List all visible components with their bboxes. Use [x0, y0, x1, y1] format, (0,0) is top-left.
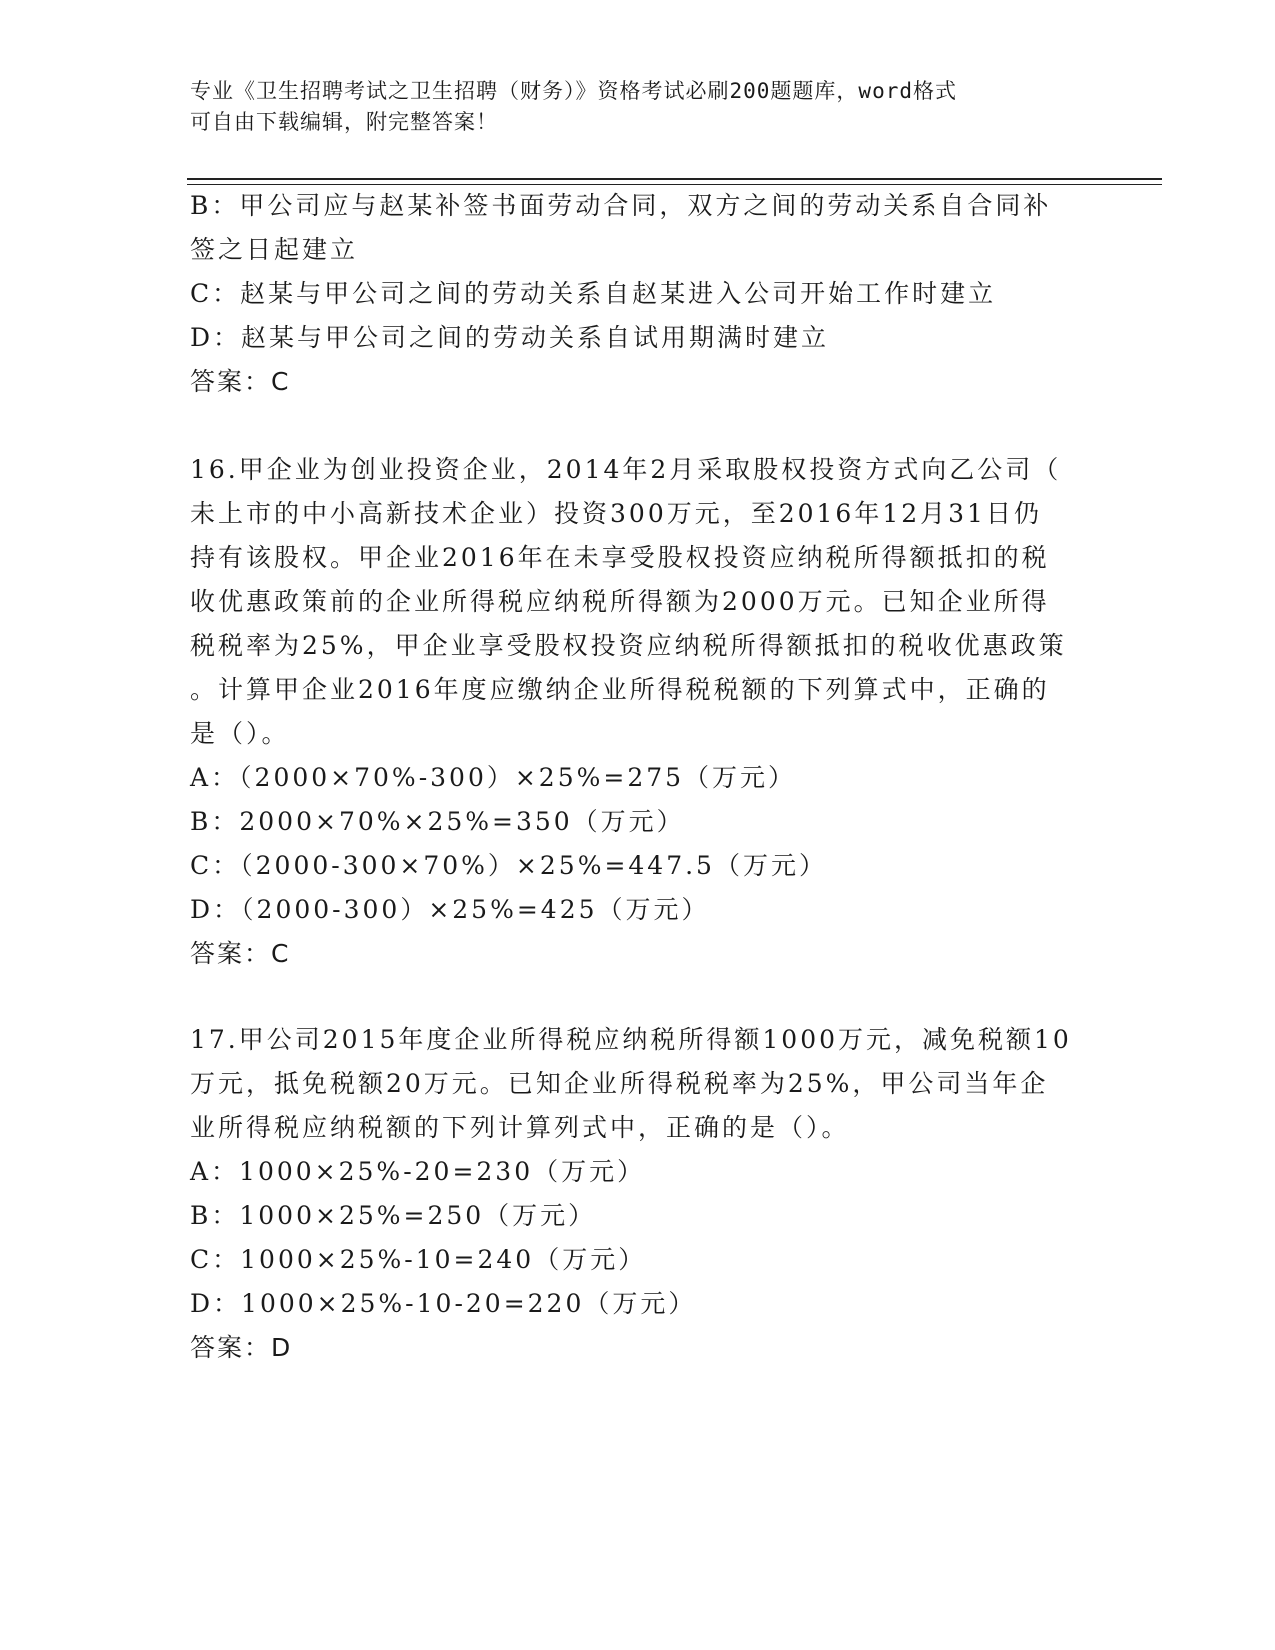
q15-option-c: C：赵某与甲公司之间的劳动关系自赵某进入公司开始工作时建立	[190, 279, 997, 308]
header-divider-thick	[187, 178, 1162, 180]
q17-stem-line-3: 业所得税应纳税额的下列计算列式中，正确的是（）。	[190, 1113, 850, 1142]
q16-option-b: B：2000×70%×25%=350（万元）	[190, 807, 685, 836]
q15-option-b-line-2: 签之日起建立	[190, 235, 359, 264]
q16-stem-line-2: 未上市的中小高新技术企业）投资300万元，至2016年12月31日仍	[190, 499, 1042, 528]
q16-stem-line-4: 收优惠政策前的企业所得税应纳税所得额为2000万元。已知企业所得	[190, 587, 1050, 616]
q16-stem-line-1: 16.甲企业为创业投资企业，2014年2月采取股权投资方式向乙公司（	[190, 455, 1062, 484]
q16-option-d: D：（2000-300）×25%=425（万元）	[190, 895, 710, 924]
q16-stem-line-3: 持有该股权。甲企业2016年在未享受股权投资应纳税所得额抵扣的税	[190, 543, 1050, 572]
q17-stem-line-2: 万元，抵免税额20万元。已知企业所得税税率为25%，甲公司当年企	[190, 1069, 1049, 1098]
q15-option-d: D：赵某与甲公司之间的劳动关系自试用期满时建立	[190, 323, 830, 352]
q16-answer: 答案：C	[190, 939, 291, 968]
q16-stem-line-7: 是（）。	[190, 719, 290, 748]
q16-option-a: A：（2000×70%-300）×25%=275（万元）	[190, 763, 797, 792]
q17-answer: 答案：D	[190, 1333, 293, 1362]
q17-option-b: B：1000×25%=250（万元）	[190, 1201, 597, 1230]
q16-option-c: C：（2000-300×70%）×25%=447.5（万元）	[190, 851, 827, 880]
q17-option-d: D：1000×25%-10-20=220（万元）	[190, 1289, 697, 1318]
q16-stem-line-6: 。计算甲企业2016年度应缴纳企业所得税税额的下列算式中，正确的	[190, 675, 1050, 704]
header-title-line-1: 专业《卫生招聘考试之卫生招聘（财务）》资格考试必刷200题题库，word格式	[190, 79, 957, 103]
q15-answer: 答案：C	[190, 367, 291, 396]
q17-option-c: C：1000×25%-10=240（万元）	[190, 1245, 647, 1274]
q17-stem-line-1: 17.甲公司2015年度企业所得税应纳税所得额1000万元，减免税额10	[190, 1025, 1072, 1054]
q17-option-a: A：1000×25%-20=230（万元）	[190, 1157, 646, 1186]
q15-option-b-line-1: B：甲公司应与赵某补签书面劳动合同，双方之间的劳动关系自合同补	[190, 191, 1052, 220]
document-header	[190, 76, 1090, 138]
q16-stem-line-5: 税税率为25%，甲企业享受股权投资应纳税所得额抵扣的税收优惠政策	[190, 631, 1067, 660]
header-title-line-2: 可自由下载编辑，附完整答案！	[190, 110, 498, 134]
header-divider-thin	[187, 184, 1162, 185]
